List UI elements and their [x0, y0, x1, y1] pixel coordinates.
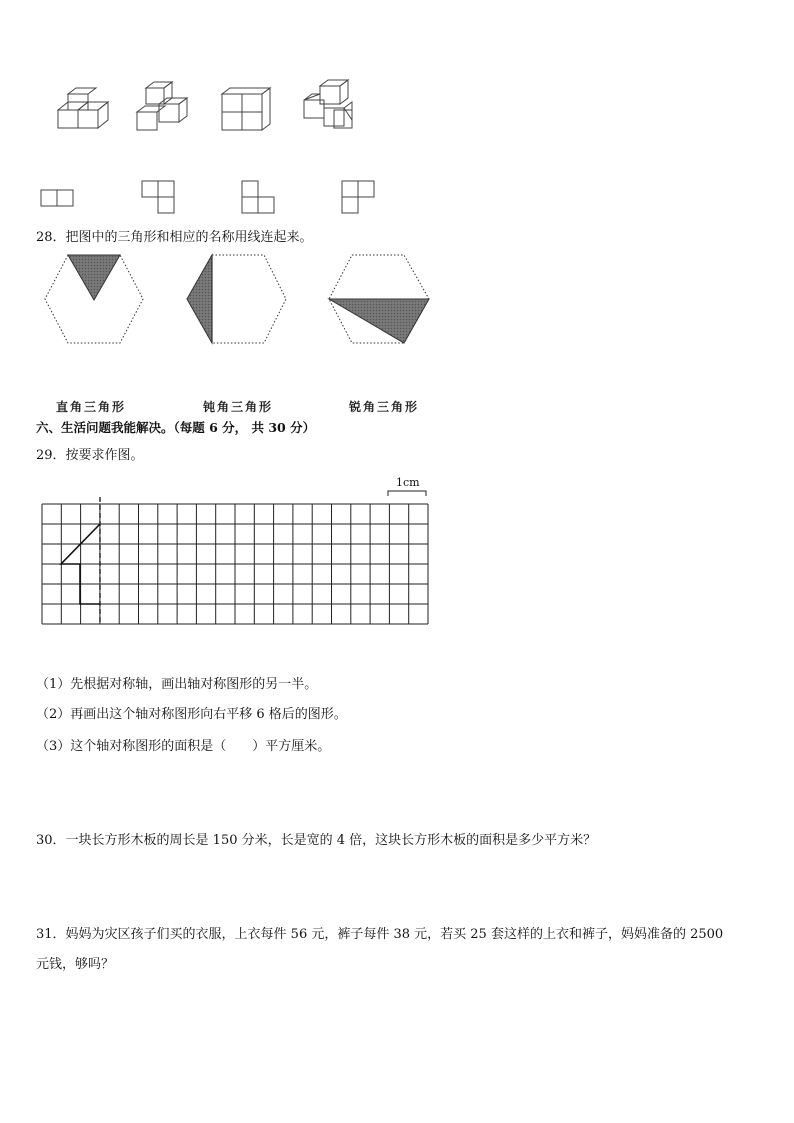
solid-4 — [304, 80, 352, 128]
question-31-line1: 31．妈妈为灾区孩子们买的衣服，上衣每件 56 元，裤子每件 38 元，若买 25 套这样的上衣和裤子，妈妈准备的 2500 — [36, 927, 724, 942]
scale-label: 1cm — [396, 476, 420, 489]
label-acute-triangle: 锐角三角形 — [349, 400, 420, 414]
solid-2 — [137, 82, 187, 130]
cube-solids-figure — [0, 0, 794, 230]
view-4 — [342, 181, 374, 213]
grid-figure — [0, 480, 794, 630]
view-2 — [142, 181, 174, 213]
label-obtuse-triangle: 钝角三角形 — [203, 400, 274, 414]
solid-1 — [58, 88, 108, 128]
label-right-triangle: 直角三角形 — [56, 400, 127, 414]
solid-3 — [222, 88, 270, 130]
question-29-sub2: （2）再画出这个轴对称图形向右平移 6 格后的图形。 — [36, 707, 347, 722]
hexagon-obtuse — [187, 255, 286, 343]
question-29-prompt: 29．按要求作图。 — [36, 448, 144, 463]
question-28-prompt: 28．把图中的三角形和相应的名称用线连起来。 — [36, 230, 313, 245]
view-1 — [41, 190, 73, 206]
scale-bracket — [388, 491, 426, 496]
question-29-sub3: （3）这个轴对称图形的面积是（ ）平方厘米。 — [36, 739, 331, 754]
hexagon-right — [329, 255, 429, 343]
question-31-line2: 元钱，够吗？ — [36, 957, 115, 972]
section-6-heading: 六、生活问题我能解决。（每题 6 分， 共 30 分） — [36, 420, 316, 435]
hexagon-figures — [0, 240, 794, 360]
question-30-prompt: 30．一块长方形木板的周长是 150 分米，长是宽的 4 倍，这块长方形木板的面积是多少平方米？ — [36, 833, 597, 848]
view-3 — [242, 181, 274, 213]
question-29-sub1: （1）先根据对称轴，画出轴对称图形的另一半。 — [36, 677, 318, 692]
hexagon-acute — [45, 255, 143, 343]
